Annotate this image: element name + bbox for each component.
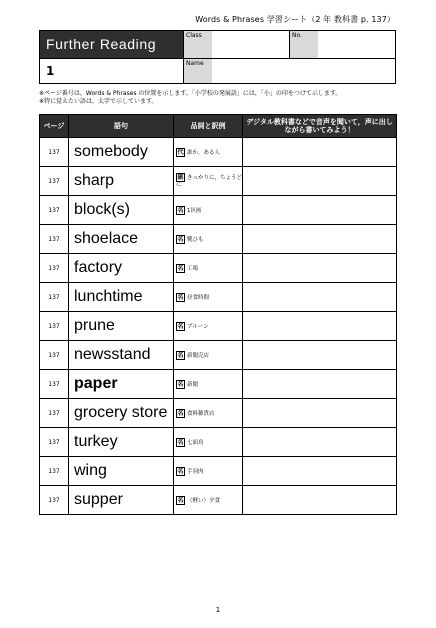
page-cell: 137 <box>40 341 69 370</box>
practice-writing-cell[interactable] <box>243 370 397 399</box>
meaning-cell <box>174 283 243 312</box>
part-of-speech-badge: 名 <box>177 351 184 359</box>
practice-writing-cell[interactable] <box>243 428 397 457</box>
number-field[interactable] <box>289 31 395 58</box>
meaning-cell <box>174 225 243 254</box>
meaning-text: プルーン <box>187 323 209 330</box>
meaning-text: 新聞売店 <box>187 352 210 359</box>
table-row <box>40 254 397 283</box>
practice-writing-cell[interactable] <box>243 457 397 486</box>
meaning-text: 1区画 <box>187 207 202 214</box>
word-cell: sharp <box>69 167 174 196</box>
practice-writing-cell[interactable] <box>243 341 397 370</box>
table-row <box>40 167 397 196</box>
page-cell: 137 <box>40 196 69 225</box>
meaning-cell <box>174 138 243 167</box>
practice-writing-cell[interactable] <box>243 312 397 341</box>
page-cell: 137 <box>40 428 69 457</box>
meaning-cell <box>174 399 243 428</box>
class-field[interactable] <box>183 31 289 58</box>
word-cell: lunchtime <box>69 283 174 312</box>
meaning-cell <box>174 196 243 225</box>
table-row <box>40 399 397 428</box>
meaning-text: 靴ひも <box>187 236 204 243</box>
practice-writing-cell[interactable] <box>243 254 397 283</box>
meaning-cell <box>174 254 243 283</box>
page-cell: 137 <box>40 254 69 283</box>
table-row <box>40 283 397 312</box>
page-cell: 137 <box>40 457 69 486</box>
part-of-speech-badge: 副 <box>177 174 184 181</box>
page-cell: 137 <box>40 399 69 428</box>
meaning-cell <box>174 428 243 457</box>
page-cell: 137 <box>40 312 69 341</box>
page-cell: 137 <box>40 167 69 196</box>
page-cell: 137 <box>40 283 69 312</box>
table-row <box>40 312 397 341</box>
meaning-text: 七面鳥 <box>187 439 204 446</box>
table-row <box>40 225 397 254</box>
word-cell: paper <box>69 370 174 399</box>
meaning-text: 昼食時間 <box>187 294 210 301</box>
column-header-word: 語句 <box>69 115 174 138</box>
word-cell: wing <box>69 457 174 486</box>
word-cell: somebody <box>69 138 174 167</box>
word-cell: shoelace <box>69 225 174 254</box>
table-row <box>40 370 397 399</box>
page-number: 1 <box>215 606 221 614</box>
practice-writing-cell[interactable] <box>243 399 397 428</box>
meaning-cell <box>174 341 243 370</box>
table-header-row <box>40 115 397 138</box>
meaning-text: 手羽肉 <box>187 468 204 475</box>
part-of-speech-badge: 名 <box>177 496 184 504</box>
word-cell: grocery store <box>69 399 174 428</box>
part-of-speech-badge: 名 <box>177 264 184 272</box>
part-of-speech-badge: 名 <box>177 293 184 301</box>
practice-writing-cell[interactable] <box>243 283 397 312</box>
number-label: No. <box>290 31 318 58</box>
meaning-cell <box>174 312 243 341</box>
table-row <box>40 196 397 225</box>
notes <box>39 90 341 106</box>
meaning-text: 食料雑貨店 <box>187 410 215 417</box>
name-field[interactable] <box>183 58 395 83</box>
column-header-practice: デジタル教科書などで音声を聞いて，声に出しながら書いてみよう！ <box>243 115 397 138</box>
part-of-speech-badge: 名 <box>177 322 184 330</box>
note-line: ※特に覚えたい語は，太字で示しています。 <box>39 98 158 105</box>
word-cell: block(s) <box>69 196 174 225</box>
word-cell: turkey <box>69 428 174 457</box>
page-cell: 137 <box>40 138 69 167</box>
name-label: Name <box>184 59 212 83</box>
table-row <box>40 457 397 486</box>
title-block <box>39 30 396 84</box>
column-header-meaning: 品詞と訳例 <box>174 115 243 138</box>
vocabulary-table <box>39 114 397 515</box>
meaning-cell <box>174 370 243 399</box>
part-of-speech-badge: 名 <box>177 438 184 446</box>
practice-writing-cell[interactable] <box>243 138 397 167</box>
part-of-speech-badge: 名 <box>177 235 184 243</box>
meaning-text: 新聞 <box>187 381 199 388</box>
part-of-speech-badge: 名 <box>177 467 184 475</box>
note-line: ※ページ番号は，Words & Phrases の位置を示します。「小学校の発展語」には，「小」の印をつけて示します。 <box>39 90 342 97</box>
practice-writing-cell[interactable] <box>243 196 397 225</box>
page-cell: 137 <box>40 486 69 515</box>
meaning-text: （軽い）夕食 <box>187 497 221 504</box>
meaning-cell <box>174 457 243 486</box>
part-of-speech-badge: 名 <box>177 380 184 388</box>
word-cell: newsstand <box>69 341 174 370</box>
meaning-cell <box>174 167 243 196</box>
part-of-speech-badge: 名 <box>177 409 184 417</box>
table-row <box>40 138 397 167</box>
worksheet-header: Words & Phrases 学習シート（2 年 教科書 p. 137） <box>195 15 395 24</box>
table-row <box>40 486 397 515</box>
meaning-text: きっかりに，ちょうどに <box>176 175 243 188</box>
column-header-page: ページ <box>40 115 69 138</box>
section-number: 1 <box>40 58 183 83</box>
practice-writing-cell[interactable] <box>243 167 397 196</box>
page-cell: 137 <box>40 225 69 254</box>
table-row <box>40 428 397 457</box>
part-of-speech-badge: 名 <box>177 206 184 214</box>
meaning-text: 工場 <box>187 265 199 272</box>
page-cell: 137 <box>40 370 69 399</box>
practice-writing-cell[interactable] <box>243 225 397 254</box>
class-label: Class <box>184 31 212 58</box>
word-cell: prune <box>69 312 174 341</box>
practice-writing-cell[interactable] <box>243 486 397 515</box>
part-of-speech-badge: 代 <box>177 148 184 156</box>
word-cell: supper <box>69 486 174 515</box>
section-title: Further Reading <box>40 31 183 58</box>
table-row <box>40 341 397 370</box>
meaning-text: 誰か，ある人 <box>187 149 221 156</box>
word-cell: factory <box>69 254 174 283</box>
meaning-cell <box>174 486 243 515</box>
